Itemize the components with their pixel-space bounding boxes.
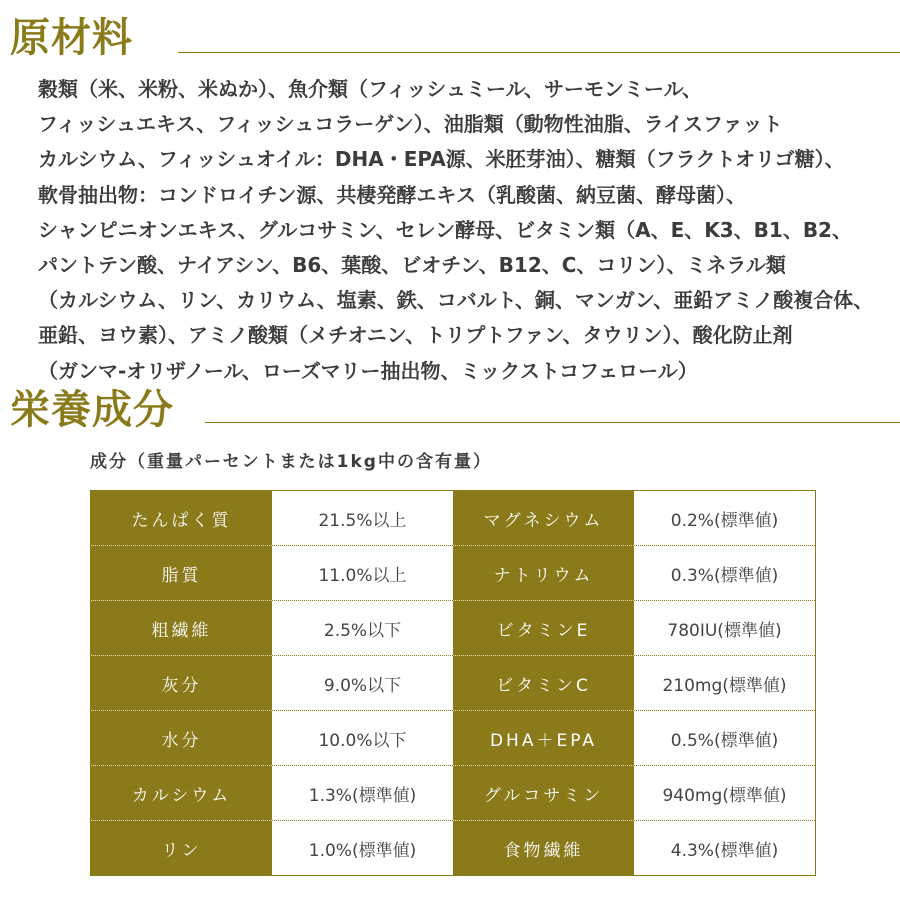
nutrient-name: 水分: [91, 711, 273, 766]
nutrient-name: グルコサミン: [453, 766, 634, 821]
nutrient-name: ビタミンE: [453, 601, 634, 656]
table-row: [91, 711, 816, 766]
nutrient-name: 脂質: [91, 546, 273, 601]
nutrient-name: たんぱく質: [91, 491, 273, 546]
nutrient-name: マグネシウム: [453, 491, 634, 546]
nutrient-name: ナトリウム: [453, 546, 634, 601]
nutrient-name: ビタミンC: [453, 656, 634, 711]
table-row: [91, 766, 816, 821]
ingredients-line: カルシウム、フィッシュオイル：DHA・EPA源、米胚芽油）、糖類（フラクトオリゴ糖）、: [38, 147, 845, 172]
nutrient-value: 0.5%(標準値): [634, 711, 816, 766]
table-row: [91, 546, 816, 601]
ingredients-line: フィッシュエキス、フィッシュコラーゲン）、油脂類（動物性油脂、ライスファット: [38, 112, 783, 137]
table-row: [91, 821, 816, 876]
ingredients-line: （カルシウム、リン、カリウム、塩素、鉄、コバルト、銅、マンガン、亜鉛アミノ酸複合体、: [38, 288, 874, 313]
nutrition-table: [90, 490, 816, 876]
nutrient-value: 210mg(標準値): [634, 656, 816, 711]
ingredients-heading: 原材料: [10, 14, 133, 61]
ingredients-list: [38, 72, 898, 389]
nutrient-value: 780IU(標準値): [634, 601, 816, 656]
nutrient-value: 940mg(標準値): [634, 766, 816, 821]
nutrient-name: リン: [91, 821, 273, 876]
nutrient-value: 1.0%(標準値): [272, 821, 453, 876]
nutrient-value: 4.3%(標準値): [634, 821, 816, 876]
nutrient-value: 1.3%(標準値): [272, 766, 453, 821]
nutrient-value: 11.0%以上: [272, 546, 453, 601]
nutrient-name: 粗繊維: [91, 601, 273, 656]
table-row: [91, 601, 816, 656]
nutrition-heading-rule: [205, 422, 900, 423]
nutrient-value: 21.5%以上: [272, 491, 453, 546]
nutrient-name: 灰分: [91, 656, 273, 711]
nutrient-name: DHA＋EPA: [453, 711, 634, 766]
nutrient-value: 0.2%(標準値): [634, 491, 816, 546]
nutrient-value: 10.0%以下: [272, 711, 453, 766]
ingredients-line: 亜鉛、ヨウ素）、アミノ酸類（メチオニン、トリプトファン、タウリン）、酸化防止剤: [38, 323, 793, 348]
table-row: [91, 491, 816, 546]
nutrition-heading: 栄養成分: [10, 386, 174, 433]
ingredients-line: 穀類（米、米粉、米ぬか）、魚介類（フィッシュミール、サーモンミール、: [38, 77, 702, 101]
ingredients-heading-rule: [178, 52, 900, 53]
ingredients-line: シャンピニオンエキス、グルコサミン、セレン酵母、ビタミン類（A、E、K3、B1、B2、: [38, 217, 852, 242]
nutrient-name: カルシウム: [91, 766, 273, 821]
table-row: [91, 656, 816, 711]
nutrient-value: 2.5%以下: [272, 601, 453, 656]
nutrient-value: 0.3%(標準値): [634, 546, 816, 601]
ingredients-line: 軟骨抽出物：コンドロイチン源、共棲発酵エキス（乳酸菌、納豆菌、酵母菌）、: [38, 182, 746, 207]
nutrition-subtitle: 成分（重量パーセントまたは1kg中の含有量）: [90, 452, 492, 472]
ingredients-line: （ガンマ-オリザノール、ローズマリー抽出物、ミックストコフェロール）: [38, 358, 698, 383]
ingredients-line: パントテン酸、ナイアシン、B6、葉酸、ビオチン、B12、C、コリン）、ミネラル類: [38, 252, 786, 277]
nutrient-name: 食物繊維: [453, 821, 634, 876]
nutrient-value: 9.0%以下: [272, 656, 453, 711]
